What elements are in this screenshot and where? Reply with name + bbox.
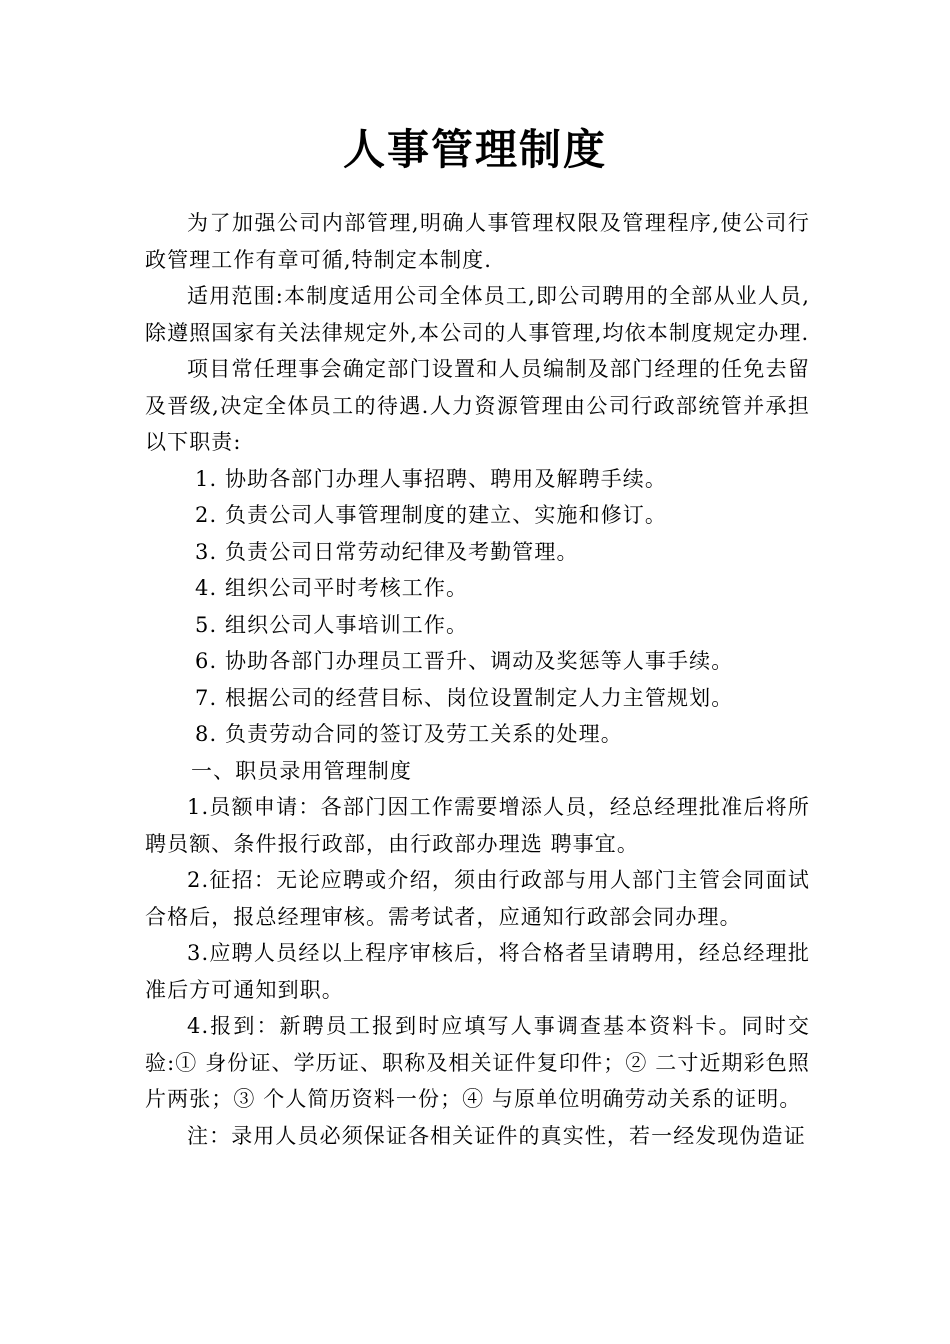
list-item-number: 6. <box>195 649 218 673</box>
section-paragraph-onboarding: 4.报到：新聘员工报到时应填写人事调查基本资料卡。同时交验:① 身份证、学历证、职称及相关证件复印件；② 二寸近期彩色照片两张；③ 个人简历资料一份；④ 与原单位明确劳动关系的证明。 <box>145 1014 810 1111</box>
list-item-text: 根据公司的经营目标、岗位设置制定人力主管规划。 <box>225 685 734 710</box>
list-item <box>145 716 810 753</box>
list-item-text: 负责劳动合同的签订及劳工关系的处理。 <box>225 722 623 746</box>
section-paragraph-note: 注：录用人员必须保证各相关证件的真实性，若一经发现伪造证 <box>187 1123 806 1148</box>
intro-paragraph-responsibilities: 项目常任理事会确定部门设置和人员编制及部门经理的任免去留及晋级,决定全体员工的待遇.人力资源管理由公司行政部统管并承担以下职责: <box>145 357 810 454</box>
intro-paragraph-purpose: 为了加强公司内部管理,明确人事管理权限及管理程序,使公司行政管理工作有章可循,特制定本制度. <box>145 211 810 272</box>
list-item-number: 5. <box>195 612 218 637</box>
intro-paragraph-scope: 适用范围:本制度适用公司全体员工,即公司聘用的全部从业人员,除遵照国家有关法律规定外,本公司的人事管理,均依本制度规定办理. <box>145 284 810 345</box>
document-body <box>145 205 810 1154</box>
list-item <box>145 534 810 571</box>
list-item-number: 4. <box>195 576 218 600</box>
section-heading: 一、职员录用管理制度 <box>191 758 412 783</box>
section-paragraph-staffing-request: 1.员额申请：各部门因工作需要增添人员，经总经理批准后将所聘员额、条件报行政部，由行政部办理选 聘事宜。 <box>145 795 810 856</box>
list-item <box>145 570 810 607</box>
list-item-text: 负责公司日常劳动纪律及考勤管理。 <box>225 539 579 564</box>
list-item-number: 7. <box>195 685 218 710</box>
list-item-text: 组织公司平时考核工作。 <box>225 576 469 600</box>
list-item-number: 8. <box>195 722 218 746</box>
section-paragraph-approval: 3.应聘人员经以上程序审核后，将合格者呈请聘用，经总经理批准后方可通知到职。 <box>145 941 810 1002</box>
list-item-number: 2. <box>195 503 218 527</box>
list-item <box>145 497 810 534</box>
list-item-text: 负责公司人事管理制度的建立、实施和修订。 <box>225 503 667 527</box>
duties-list <box>145 461 810 753</box>
list-item <box>145 607 810 644</box>
list-item-number: 1. <box>195 466 218 491</box>
list-item <box>145 680 810 717</box>
list-item-text: 协助各部门办理员工晋升、调动及奖惩等人事手续。 <box>225 649 734 673</box>
list-item-text: 协助各部门办理人事招聘、聘用及解聘手续。 <box>225 466 667 491</box>
list-item <box>145 461 810 498</box>
list-item-text: 组织公司人事培训工作。 <box>225 612 469 637</box>
section-paragraph-recruitment: 2.征招：无论应聘或介绍，须由行政部与用人部门主管会同面试合格后，报总经理审核。需考试者，应通知行政部会同办理。 <box>145 868 810 929</box>
document-title: 人事管理制度 <box>342 125 607 174</box>
list-item-number: 3. <box>195 539 218 564</box>
list-item <box>145 643 810 680</box>
